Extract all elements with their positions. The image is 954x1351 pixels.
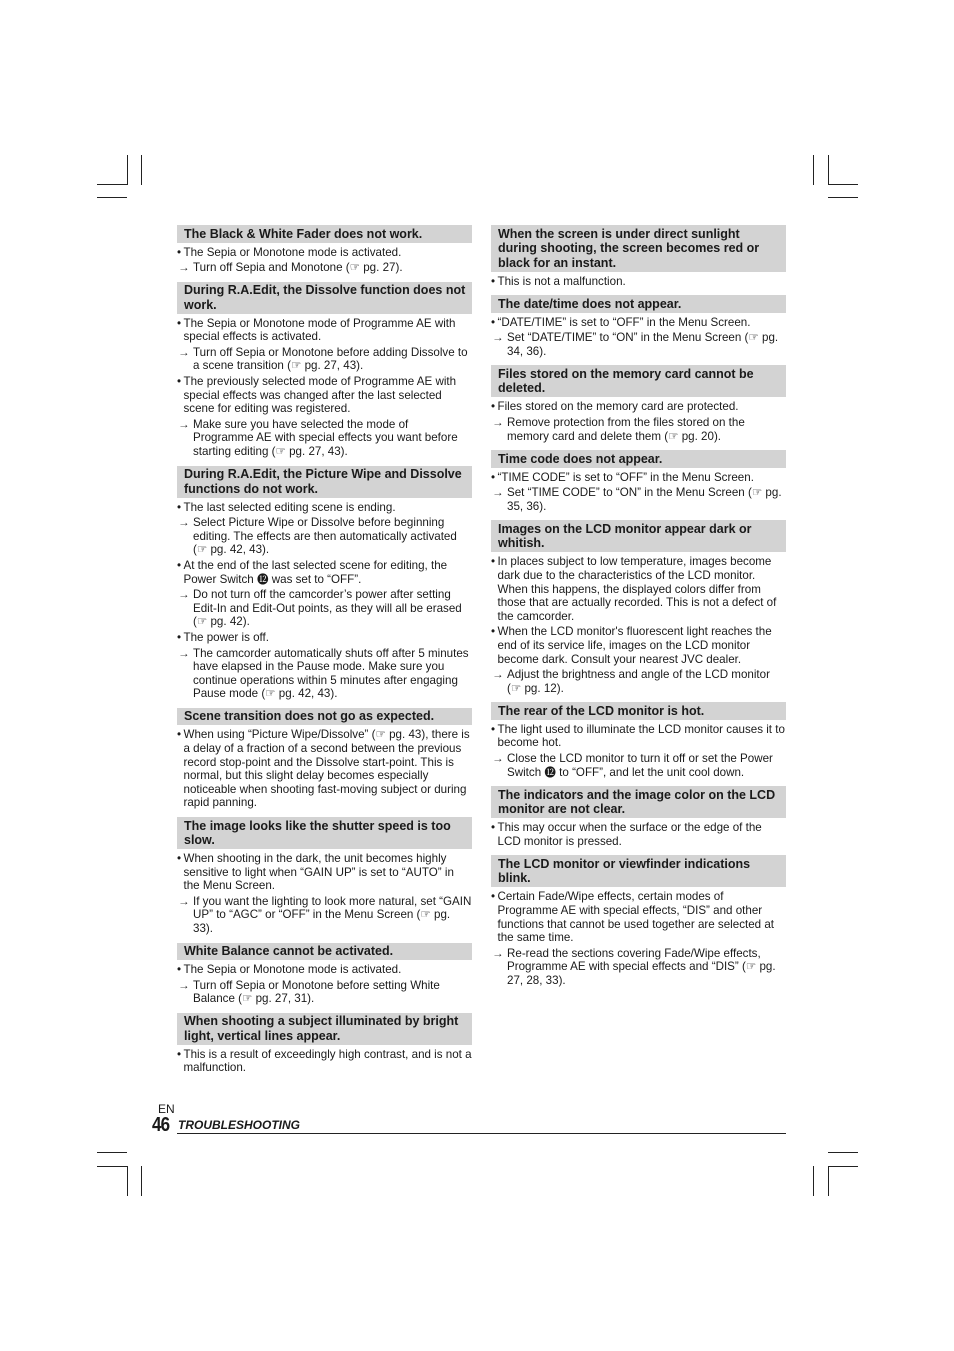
trouble-section [177, 1013, 472, 1075]
section-heading: During R.A.Edit, the Picture Wipe and Dissolve functions do not work. [177, 466, 472, 498]
trouble-section [491, 786, 786, 848]
remedy-item: → The camcorder automatically shuts off after 5 minutes have elapsed in the Pause mode. Make sure you continue operations within 5 minutes after engaging Pause mode (☞ pg. 42, 43). [177, 647, 472, 701]
cause-item: • At the end of the last selected scene for editing, the Power Switch ⓬ was set to “OFF”. [177, 559, 472, 586]
cause-item: • The Sepia or Monotone mode is activated. [177, 963, 472, 977]
cause-item: • The last selected editing scene is ending. [177, 501, 472, 515]
cause-item: • Certain Fade/Wipe effects, certain modes of Programme AE with special effects, “DIS” and other functions that cannot be used together are selected at the same time. [491, 890, 786, 944]
cause-item: • The Sepia or Monotone mode is activated. [177, 246, 472, 260]
cause-item: • “TIME CODE” is set to “OFF” in the Menu Screen. [491, 471, 786, 485]
remedy-item: → Close the LCD monitor to turn it off or set the Power Switch ⓬ to “OFF”, and let the unit cool down. [491, 752, 786, 779]
cause-item: • When using “Picture Wipe/Dissolve” (☞ pg. 43), there is a delay of a fraction of a second between the previous record stop-point and the Dissolve start-point. This is normal, but this slight delay becomes especially noticeable when shooting fast-moving subject or during rapid panning. [177, 728, 472, 810]
remedy-item: → Make sure you have selected the mode of Programme AE with special effects you want before starting editing (☞ pg. 27, 43). [177, 418, 472, 459]
remedy-item: → Turn off Sepia or Monotone before adding Dissolve to a scene transition (☞ pg. 27, 43). [177, 346, 472, 373]
section-heading: Images on the LCD monitor appear dark or whitish. [491, 520, 786, 552]
crop-mark [97, 1152, 127, 1153]
remedy-item: → Turn off Sepia or Monotone before setting White Balance (☞ pg. 27, 31). [177, 979, 472, 1006]
cause-item: • In places subject to low temperature, images become dark due to the characteristics of the LCD monitor. When this happens, the displayed colors differ from those that are actually recorded. This is not a defect of the camcorder. [491, 555, 786, 623]
section-heading: Scene transition does not go as expected. [177, 708, 472, 726]
cause-item: • The power is off. [177, 631, 472, 645]
remedy-item: → If you want the lighting to look more natural, set “GAIN UP” to “AGC” or “OFF” in the Menu Screen (☞ pg. 33). [177, 895, 472, 936]
section-heading: Files stored on the memory card cannot be deleted. [491, 365, 786, 397]
trouble-section [491, 225, 786, 288]
footer-rule [177, 1133, 786, 1134]
trouble-section [491, 702, 786, 779]
page-language: EN [158, 1102, 175, 1116]
remedy-item: → Set “TIME CODE” to “ON” in the Menu Screen (☞ pg. 35, 36). [491, 486, 786, 513]
trouble-section [177, 282, 472, 459]
trouble-section [491, 520, 786, 695]
remedy-item: → Turn off Sepia and Monotone (☞ pg. 27). [177, 261, 472, 275]
cause-item: • The light used to illuminate the LCD monitor causes it to become hot. [491, 723, 786, 750]
trouble-section [491, 295, 786, 358]
remedy-item: → Remove protection from the files stored on the memory card and delete them (☞ pg. 20). [491, 416, 786, 443]
remedy-item: → Re-read the sections covering Fade/Wipe effects, Programme AE with special effects and “DIS” (☞ pg. 27, 28, 33). [491, 947, 786, 988]
trouble-section [491, 365, 786, 443]
section-heading: White Balance cannot be activated. [177, 943, 472, 961]
cause-item: • This is not a malfunction. [491, 275, 786, 289]
section-heading: When the screen is under direct sunlight during shooting, the screen becomes red or black for an instant. [491, 225, 786, 272]
remedy-item: → Do not turn off the camcorder’s power after setting Edit-In and Edit-Out points, as they will all be erased (☞ pg. 42). [177, 588, 472, 629]
crop-mark [97, 184, 127, 185]
crop-mark [828, 197, 858, 198]
left-column [177, 225, 472, 1082]
right-column [491, 225, 786, 995]
cause-item: • The previously selected mode of Programme AE with special effects was changed after the last selected scene for editing was registered. [177, 375, 472, 416]
crop-mark [97, 197, 127, 198]
crop-mark [141, 1166, 142, 1196]
crop-mark [127, 1166, 128, 1196]
crop-mark [828, 1166, 829, 1196]
remedy-item: → Select Picture Wipe or Dissolve before beginning editing. The effects are then automatically activated (☞ pg. 42, 43). [177, 516, 472, 557]
remedy-item: → Set “DATE/TIME” to “ON” in the Menu Screen (☞ pg. 34, 36). [491, 331, 786, 358]
remedy-item: → Adjust the brightness and angle of the LCD monitor (☞ pg. 12). [491, 668, 786, 695]
crop-mark [127, 155, 128, 185]
trouble-section [491, 450, 786, 513]
crop-mark [828, 155, 829, 185]
section-heading: During R.A.Edit, the Dissolve function does not work. [177, 282, 472, 314]
cause-item: • This is a result of exceedingly high contrast, and is not a malfunction. [177, 1048, 472, 1075]
crop-mark [813, 1166, 814, 1196]
trouble-section [177, 817, 472, 936]
trouble-section [177, 225, 472, 275]
section-heading: The indicators and the image color on the LCD monitor are not clear. [491, 786, 786, 818]
section-heading: The LCD monitor or viewfinder indications blink. [491, 855, 786, 887]
page-number: 46 [152, 1114, 170, 1136]
crop-mark [828, 1166, 858, 1167]
cause-item: • When shooting in the dark, the unit becomes highly sensitive to light when “GAIN UP” is set to “AUTO” in the Menu Screen. [177, 852, 472, 893]
cause-item: • “DATE/TIME” is set to “OFF” in the Menu Screen. [491, 316, 786, 330]
trouble-section [177, 943, 472, 1006]
trouble-section [177, 708, 472, 810]
section-heading: The rear of the LCD monitor is hot. [491, 702, 786, 720]
section-title: TROUBLESHOOTING [178, 1118, 300, 1132]
crop-mark [141, 155, 142, 185]
cause-item: • The Sepia or Monotone mode of Programme AE with special effects is activated. [177, 317, 472, 344]
cause-item: • Files stored on the memory card are protected. [491, 400, 786, 414]
section-heading: The Black & White Fader does not work. [177, 225, 472, 243]
section-heading: Time code does not appear. [491, 450, 786, 468]
cause-item: • This may occur when the surface or the edge of the LCD monitor is pressed. [491, 821, 786, 848]
section-heading: The image looks like the shutter speed is too slow. [177, 817, 472, 849]
section-heading: When shooting a subject illuminated by bright light, vertical lines appear. [177, 1013, 472, 1045]
cause-item: • When the LCD monitor's fluorescent light reaches the end of its service life, images on the LCD monitor become dark. Consult your nearest JVC dealer. [491, 625, 786, 666]
crop-mark [813, 155, 814, 185]
crop-mark [97, 1166, 127, 1167]
crop-mark [828, 1152, 858, 1153]
trouble-section [491, 855, 786, 987]
section-heading: The date/time does not appear. [491, 295, 786, 313]
trouble-section [177, 466, 472, 701]
crop-mark [828, 184, 858, 185]
